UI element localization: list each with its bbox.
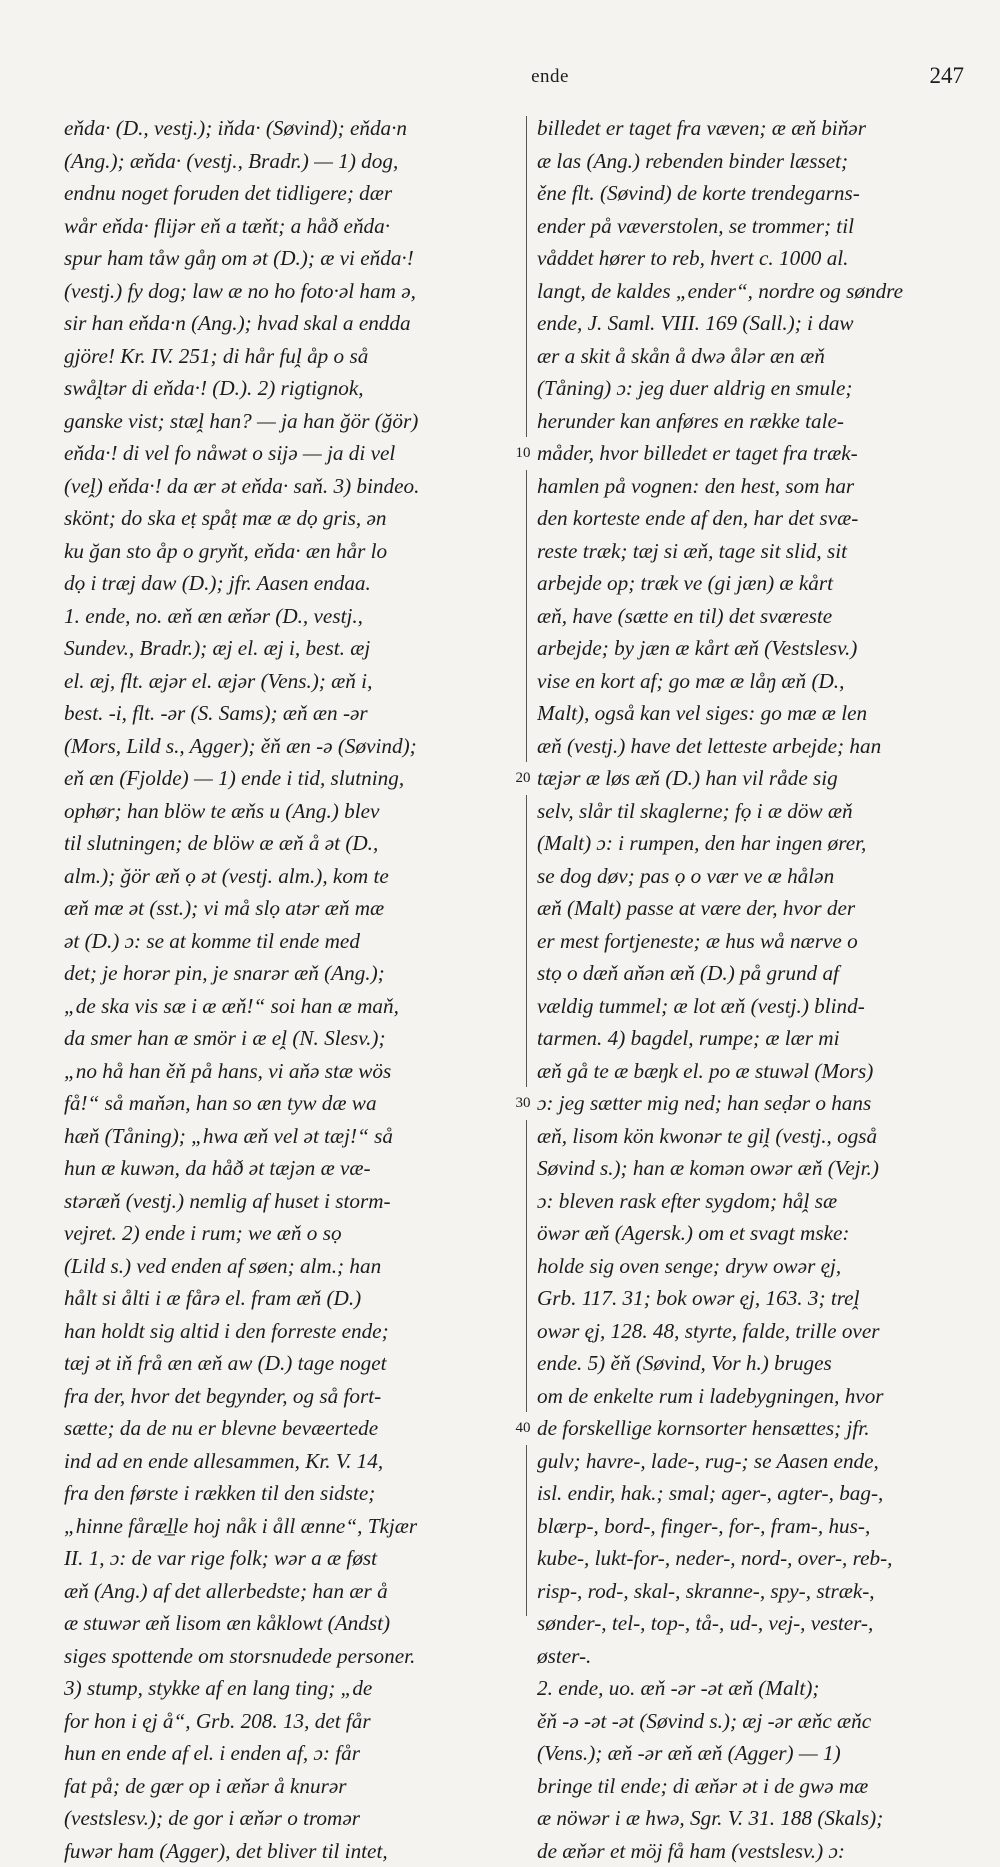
text-line: sir han eňda·n (Ang.); hvad skal a endda (64, 307, 516, 340)
text-line: æň, have (sætte en til) det sværeste (537, 600, 969, 633)
text-line: da smer han æ smör i æ eḽ (N. Slesv.); (64, 1022, 516, 1055)
text-line: 1. ende, no. æň æn æňər (D., vestj., (64, 600, 516, 633)
text-line: ət (D.) ɔ: se at komme til ende med (64, 925, 516, 958)
line-number-marker: 20 (509, 762, 537, 795)
text-line: (Ang.); æňda· (vestj., Bradr.) — 1) dog, (64, 145, 516, 178)
text-line: få!“ så maňən, han so æn tyw dæ wa (64, 1087, 516, 1120)
text-line: fra den første i rækken til den sidste; (64, 1477, 516, 1510)
text-line: for hon i ęj å“, Grb. 208. 13, det får (64, 1705, 516, 1738)
running-headword: ende (500, 66, 600, 88)
line-number-marker: 40 (509, 1412, 537, 1445)
text-line: ěne flt. (Søvind) de korte trendegarns- (537, 177, 969, 210)
text-line: ophør; han blöw te æňs u (Ang.) blev (64, 795, 516, 828)
text-line: æň (Malt) passe at være der, hvor der (537, 892, 969, 925)
text-line: det; je horər pin, je snarər æň (Ang.); (64, 957, 516, 990)
text-line: arbejde; by jæn æ kårt æň (Vestslesv.) (537, 632, 969, 665)
text-line: stəræň (vestj.) nemlig af huset i storm- (64, 1185, 516, 1218)
text-line: (Tåning) ɔ: jeg duer aldrig en smule; (537, 372, 969, 405)
text-line: eň æn (Fjolde) — 1) ende i tid, slutning, (64, 762, 516, 795)
text-line: vise en kort af; go mæ æ låŋ æň (D., (537, 665, 969, 698)
text-line: stọ o dæň aňən æň (D.) på grund af (537, 957, 969, 990)
text-line: måder, hvor billedet er taget fra træk- (537, 437, 969, 470)
text-line: (veḽ) eňda·! da ær ət eňda· saň. 3) bindeo. (64, 470, 516, 503)
text-line: hæň (Tåning); „hwa æň vel ət tæj!“ så (64, 1120, 516, 1153)
text-line: øster-. (537, 1640, 969, 1673)
text-line: (vestj.) fy dog; law æ no ho foto·əl ham ə, (64, 275, 516, 308)
text-line: vejret. 2) ende i rum; we æň o sọ (64, 1217, 516, 1250)
text-line: hun en ende af el. i enden af, ɔ: får (64, 1737, 516, 1770)
text-line: de forskellige kornsorter hensættes; jfr. (537, 1412, 969, 1445)
text-line: langt, de kaldes „ender“, nordre og søndre (537, 275, 969, 308)
text-line: best. -i, flt. -ər (S. Sams); æň æn -ər (64, 697, 516, 730)
text-line: tæj ət iň frå æn æň aw (D.) tage noget (64, 1347, 516, 1380)
column-divider (526, 116, 527, 1616)
text-line: ind ad en ende allesammen, Kr. V. 14, (64, 1445, 516, 1478)
text-line: fat på; de gær op i æňər å knurər (64, 1770, 516, 1803)
text-line: alm.); ğör æň ọ ət (vestj. alm.), kom te (64, 860, 516, 893)
text-line: er mest fortjeneste; æ hus wå nærve o (537, 925, 969, 958)
text-line: æň, lisom kön kwonər te giḽ (vestj., også (537, 1120, 969, 1153)
text-line: spur ham tåw gåŋ om ət (D.); æ vi eňda·! (64, 242, 516, 275)
text-line: „hinne fåræl̲le hoj nåk i åll ænne“, Tkjær (64, 1510, 516, 1543)
text-line: Grb. 117. 31; bok owər ęj, 163. 3; treḽ (537, 1282, 969, 1315)
text-line: risp-, rod-, skal-, skranne-, spy-, stræk-, (537, 1575, 969, 1608)
text-line: dọ i træj daw (D.); jfr. Aasen endaa. (64, 567, 516, 600)
text-line: æň mæ ət (sst.); vi må slọ atər æň mæ (64, 892, 516, 925)
text-line: ku ğan sto åp o gryňt, eňda· æn hår lo (64, 535, 516, 568)
text-line: gulv; havre-, lade-, rug-; se Aasen ende, (537, 1445, 969, 1478)
text-line: Søvind s.); han æ komən owər æň (Vejr.) (537, 1152, 969, 1185)
text-line: „de ska vis sæ i æ æň!“ soi han æ maň, (64, 990, 516, 1023)
text-line: hamlen på vognen: den hest, som har (537, 470, 969, 503)
text-line: (vestslesv.); de gor i æňər o tromər (64, 1802, 516, 1835)
text-line: gjöre! Kr. IV. 251; di hår fuḽ åp o så (64, 340, 516, 373)
line-number-marker: 30 (509, 1087, 537, 1120)
text-line: eňda·! di vel fo nåwət o sijə — ja di vel (64, 437, 516, 470)
text-line: æ las (Ang.) rebenden binder læsset; (537, 145, 969, 178)
text-line: Malt), også kan vel siges: go mæ æ len (537, 697, 969, 730)
left-column (64, 112, 516, 1867)
text-line: den korteste ende af den, har det svæ- (537, 502, 969, 535)
text-line: (Mors, Lild s., Agger); ěň æn -ə (Søvind); (64, 730, 516, 763)
text-line: æ stuwər æň lisom æn kåklowt (Andst) (64, 1607, 516, 1640)
text-line: ganske vist; stæḽ han? — ja han ğör (ğör) (64, 405, 516, 438)
text-line: swåḽtər di eňda·! (D.). 2) rigtignok, (64, 372, 516, 405)
text-line: selv, slår til skaglerne; fọ i æ döw æň (537, 795, 969, 828)
text-line: sætte; da de nu er blevne bevæertede (64, 1412, 516, 1445)
text-line: våddet hører to reb, hvert c. 1000 al. (537, 242, 969, 275)
text-line: vældig tummel; æ lot æň (vestj.) blind- (537, 990, 969, 1023)
text-line: kube-, lukt-for-, neder-, nord-, over-, reb-, (537, 1542, 969, 1575)
text-line: om de enkelte rum i ladebygningen, hvor (537, 1380, 969, 1413)
text-line: blærp-, bord-, finger-, for-, fram-, hus-, (537, 1510, 969, 1543)
page-number: 247 (930, 63, 965, 89)
text-line: Sundev., Bradr.); æj el. æj i, best. æj (64, 632, 516, 665)
text-line: ɔ: bleven rask efter sygdom; håḽ sæ (537, 1185, 969, 1218)
text-line: bringe til ende; di æňər ət i de gwə mæ (537, 1770, 969, 1803)
text-line: ender på væverstolen, se trommer; til (537, 210, 969, 243)
right-column (537, 112, 969, 1867)
text-line: fuwər ham (Agger), det bliver til intet, (64, 1835, 516, 1867)
text-line: siges spottende om storsnudede personer. (64, 1640, 516, 1673)
text-line: wår eňda· flijər eň a tæňt; a håð eňda· (64, 210, 516, 243)
text-line: ær a skit å skån å dwə ålər æn æň (537, 340, 969, 373)
text-line: til slutningen; de blöw æ æň å ət (D., (64, 827, 516, 860)
text-line: ěň -ə -ət -ət (Søvind s.); æj -ər æňc æňc (537, 1705, 969, 1738)
text-line: herunder kan anføres en række tale- (537, 405, 969, 438)
text-line: el. æj, flt. æjər el. æjər (Vens.); æň i, (64, 665, 516, 698)
text-line: æň gå te æ bæŋk el. po æ stuwəl (Mors) (537, 1055, 969, 1088)
text-line: de æňər et möj få ham (vestslesv.) ɔ: (537, 1835, 969, 1867)
text-line: „no hå han ěň på hans, vi aňə stæ wös (64, 1055, 516, 1088)
text-line: (Lild s.) ved enden af søen; alm.; han (64, 1250, 516, 1283)
text-line: tarmen. 4) bagdel, rumpe; æ lær mi (537, 1022, 969, 1055)
text-line: æň (Ang.) af det allerbedste; han ær å (64, 1575, 516, 1608)
text-line: hun æ kuwən, da håð ət tæjən æ væ- (64, 1152, 516, 1185)
text-line: 2. ende, uo. æň -ər -ət æň (Malt); (537, 1672, 969, 1705)
text-line: tæjər æ løs æň (D.) han vil råde sig (537, 762, 969, 795)
text-line: öwər æň (Agersk.) om et svagt mske: (537, 1217, 969, 1250)
text-line: eňda· (D., vestj.); iňda· (Søvind); eňda·n (64, 112, 516, 145)
text-line: (Vens.); æň -ər æň æň (Agger) — 1) (537, 1737, 969, 1770)
text-line: han holdt sig altid i den forreste ende; (64, 1315, 516, 1348)
text-line: ende, J. Saml. VIII. 169 (Sall.); i daw (537, 307, 969, 340)
text-line: billedet er taget fra væven; æ æň biňər (537, 112, 969, 145)
text-line: II. 1, ɔ: de var rige folk; wər a æ føst (64, 1542, 516, 1575)
text-line: 3) stump, stykke af en lang ting; „de (64, 1672, 516, 1705)
line-number-marker: 10 (509, 437, 537, 470)
text-line: reste træk; tæj si æň, tage sit slid, sit (537, 535, 969, 568)
text-line: endnu noget foruden det tidligere; dær (64, 177, 516, 210)
text-line: æ nöwər i æ hwə, Sgr. V. 31. 188 (Skals); (537, 1802, 969, 1835)
text-line: sønder-, tel-, top-, tå-, ud-, vej-, vester-, (537, 1607, 969, 1640)
text-line: hålt si ålti i æ fårə el. fram æň (D.) (64, 1282, 516, 1315)
text-line: owər ęj, 128. 48, styrte, falde, trille over (537, 1315, 969, 1348)
text-line: æň (vestj.) have det letteste arbejde; han (537, 730, 969, 763)
text-line: arbejde op; træk ve (gi jæn) æ kårt (537, 567, 969, 600)
text-line: skönt; do ska eṭ spåṭ mæ æ dọ gris, ən (64, 502, 516, 535)
text-line: ɔ: jeg sætter mig ned; han seḍər o hans (537, 1087, 969, 1120)
text-line: fra der, hvor det begynder, og så fort- (64, 1380, 516, 1413)
text-line: isl. endir, hak.; smal; ager-, agter-, bag-, (537, 1477, 969, 1510)
text-line: se dog døv; pas ọ o vær ve æ hålən (537, 860, 969, 893)
text-line: ende. 5) ěň (Søvind, Vor h.) bruges (537, 1347, 969, 1380)
text-line: (Malt) ɔ: i rumpen, den har ingen ører, (537, 827, 969, 860)
text-line: holde sig oven senge; dryw owər ęj, (537, 1250, 969, 1283)
